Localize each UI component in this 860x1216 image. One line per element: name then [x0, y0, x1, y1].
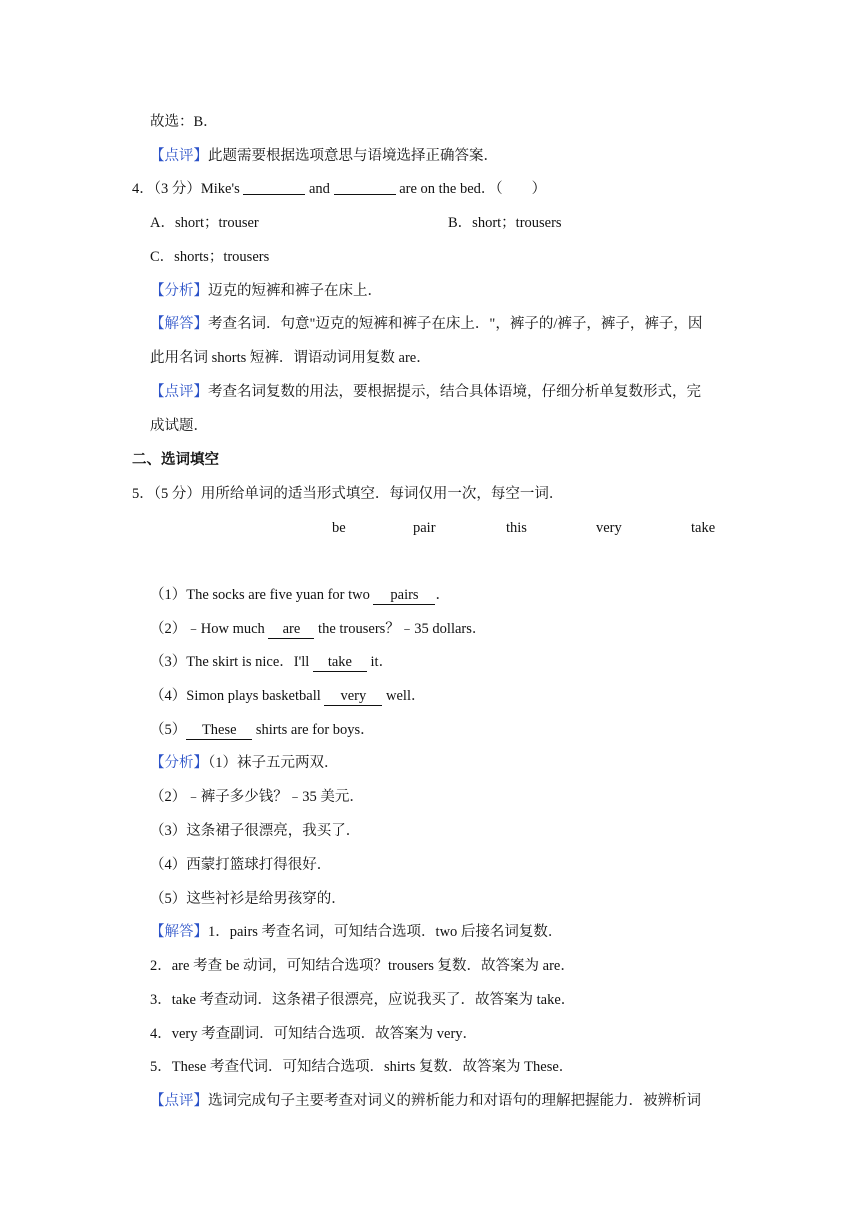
q5-item-5	[150, 720, 375, 740]
answer-tag: 【解答】	[150, 316, 208, 332]
q5-item-5-answer: These	[186, 722, 252, 740]
review-tag: 【点评】	[150, 384, 208, 400]
q3-review-text: 此题需要根据选项意思与语境选择正确答案．	[208, 148, 498, 164]
q4-answer-line2: 此用名词 shorts 短裤．谓语动词用复数 are．	[150, 350, 431, 366]
review-tag: 【点评】	[150, 148, 208, 164]
q5-stem: 5．（5 分）用所给单词的适当形式填空．每词仅用一次，每空一词．	[132, 486, 564, 502]
q5-answer-5: 5．These 考查代词．可知结合选项．shirts 复数．故答案为 These．	[150, 1059, 574, 1075]
q5-item-3-answer: take	[313, 654, 367, 672]
q5-item-1	[150, 585, 450, 605]
analysis-tag: 【分析】	[150, 755, 208, 771]
q5-review-text: 选词完成句子主要考查对词义的辨析能力和对语句的理解把握能力．被辨析词	[208, 1093, 701, 1109]
q4-stem-part-3: are on the bed．（ ）	[395, 181, 547, 197]
q5-item-1-after: ．	[435, 587, 450, 603]
q5-item-3-before: （3）The skirt is nice．I'll	[150, 654, 313, 670]
q5-analysis	[150, 753, 339, 773]
q5-analysis-3: （3）这条裙子很漂亮，我买了．	[150, 823, 361, 839]
word-bank-item: very	[596, 520, 622, 536]
q5-review	[150, 1091, 701, 1111]
q5-item-2-before: （2）﹣How much	[150, 621, 269, 637]
q5-answer-3: 3．take 考查动词．这条裙子很漂亮，应说我买了．故答案为 take．	[150, 992, 576, 1008]
q5-answer-1: 1．pairs 考查名词，可知结合选项．two 后接名词复数．	[208, 924, 563, 940]
word-bank-item: take	[691, 520, 716, 536]
analysis-tag: 【分析】	[150, 283, 208, 299]
review-tag: 【点评】	[150, 1093, 208, 1109]
q5-item-2-after: the trousers？﹣35 dollars．	[314, 621, 487, 637]
q5-item-4-before: （4）Simon plays basketball	[150, 688, 325, 704]
q3-selection: 故选：B．	[150, 114, 218, 130]
word-bank-item: be	[332, 520, 346, 536]
q4-option-c: C．shorts；trousers	[150, 249, 270, 265]
q4-blank-2	[334, 180, 396, 195]
q5-analysis-2: （2）﹣裤子多少钱？﹣35 美元．	[150, 789, 364, 805]
q5-item-1-answer: pairs	[373, 587, 435, 605]
q4-option-b: B．short；trousers	[448, 215, 562, 231]
q4-blank-1	[243, 180, 305, 195]
q5-item-2-answer: are	[268, 621, 314, 639]
q5-item-3	[150, 652, 393, 672]
q4-stem-part-1: 4．（3 分）Mike's	[132, 181, 244, 197]
q4-review	[150, 382, 701, 402]
q3-review	[150, 146, 498, 166]
q4-answer-text-1: 考查名词．句意"迈克的短裤和裤子在床上．"，裤子的/裤子，裤子，裤子，因	[208, 316, 703, 332]
q4-review-text-1: 考查名词复数的用法，要根据提示，结合具体语境，仔细分析单复数形式，完	[208, 384, 701, 400]
q5-item-4-after: well．	[382, 688, 426, 704]
q5-item-5-before: （5）	[150, 722, 187, 738]
q5-item-1-before: （1）The socks are five yuan for two	[150, 587, 374, 603]
q5-item-5-after: shirts are for boys．	[252, 722, 375, 738]
q5-item-3-after: it．	[366, 654, 394, 670]
q4-analysis	[150, 281, 382, 301]
q5-analysis-5: （5）这些衬衫是给男孩穿的．	[150, 891, 346, 907]
q4-answer	[150, 314, 702, 334]
q4-stem-part-2: and	[305, 181, 334, 197]
q4-review-line2: 成试题．	[150, 418, 208, 434]
word-bank-item: this	[506, 520, 527, 536]
word-bank-item: pair	[413, 520, 436, 536]
section-heading: 二、选词填空	[132, 452, 219, 468]
q5-analysis-1: （1）袜子五元两双．	[208, 755, 339, 771]
q5-answer-4: 4．very 考查副词．可知结合选项．故答案为 very．	[150, 1026, 478, 1042]
q5-item-4	[150, 686, 425, 706]
q4-analysis-text: 迈克的短裤和裤子在床上．	[208, 283, 382, 299]
q5-item-2	[150, 619, 486, 639]
q5-answer-2: 2．are 考查 be 动词，可知结合选项？trousers 复数．故答案为 are．	[150, 958, 575, 974]
q4-stem	[132, 179, 546, 199]
q4-option-a: A．short；trouser	[150, 215, 259, 231]
answer-tag: 【解答】	[150, 924, 208, 940]
q5-analysis-4: （4）西蒙打篮球打得很好．	[150, 857, 332, 873]
q5-item-4-answer: very	[324, 688, 382, 706]
q5-answer	[150, 922, 562, 942]
